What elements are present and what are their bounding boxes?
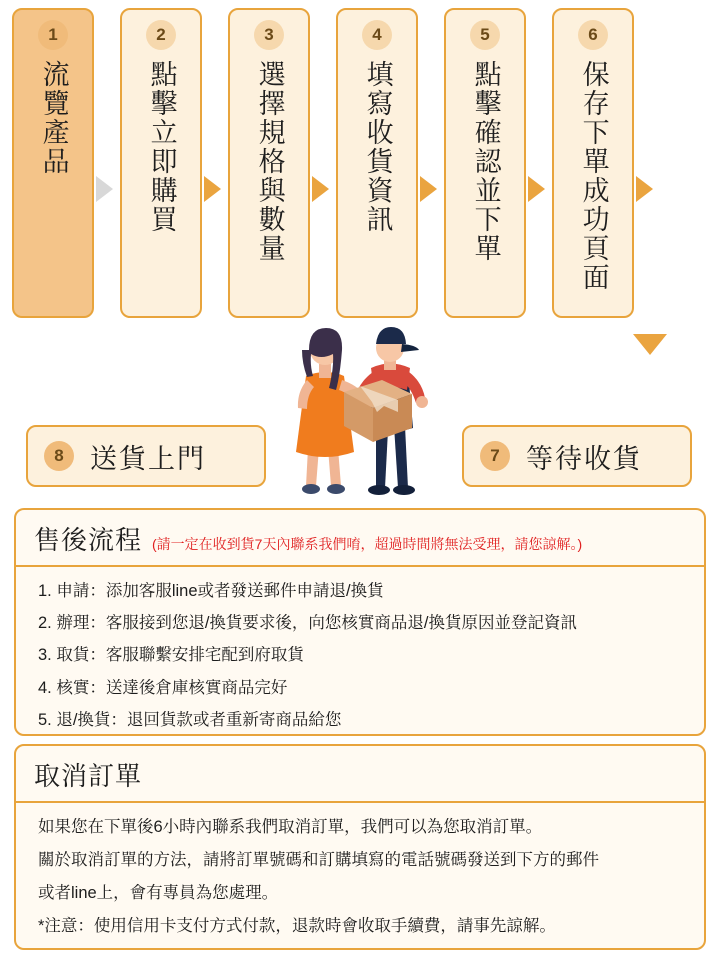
- step-3-number: 3: [254, 20, 284, 50]
- cancel-order-title: 取消訂單: [34, 761, 143, 791]
- step-5: [444, 8, 526, 318]
- step-6: [552, 8, 634, 318]
- delivery-step-8-number: 8: [44, 441, 74, 471]
- cancel-order-panel: [14, 744, 706, 950]
- arrow-right-icon-5: [528, 176, 550, 202]
- step-2-label: 點擊立即購買: [146, 60, 177, 234]
- list-item: 1. 申請：添加客服line或者發送郵件申請退/換貨: [38, 582, 384, 600]
- arrow-right-icon-1: [96, 176, 118, 202]
- paragraph: 或者line上，會有專員為您處理。: [38, 884, 279, 902]
- delivery-step-7: [462, 425, 692, 487]
- delivery-step-7-number: 7: [480, 441, 510, 471]
- step-1-label: 流覽產品: [38, 60, 69, 176]
- after-sales-note: (請一定在收到貨7天內聯系我們唷，超過時間將無法受理，請您諒解。): [152, 536, 583, 552]
- step-4-label: 填寫收貨資訊: [362, 60, 393, 234]
- arrow-right-icon-3: [312, 176, 334, 202]
- step-6-label: 保存下單成功頁面: [578, 60, 609, 292]
- after-sales-list: [16, 567, 704, 744]
- delivery-illustration: [272, 318, 462, 503]
- order-flow-steps: [12, 8, 712, 328]
- cancel-order-header: [16, 746, 704, 797]
- step-1: [12, 8, 94, 318]
- delivery-step-8-label: 送貨上門: [90, 443, 206, 474]
- after-sales-header: [16, 510, 704, 561]
- delivery-step-8: [26, 425, 266, 487]
- step-3: [228, 8, 310, 318]
- arrow-right-icon-4: [420, 176, 442, 202]
- step-5-number: 5: [470, 20, 500, 50]
- after-sales-panel: [14, 508, 706, 736]
- cancel-order-body: [16, 803, 704, 951]
- step-2-number: 2: [146, 20, 176, 50]
- paragraph: *注意：使用信用卡支付方式付款，退款時會收取手續費，請事先諒解。: [38, 917, 556, 935]
- step-5-label: 點擊確認並下單: [470, 60, 501, 263]
- list-item: 2. 辦理：客服接到您退/換貨要求後，向您核實商品退/換貨原因並登記資訊: [38, 614, 578, 633]
- step-3-label: 選擇規格與數量: [254, 60, 285, 263]
- list-item: 4. 核實：送達後倉庫核實商品完好: [38, 678, 288, 697]
- step-1-number: 1: [38, 20, 68, 50]
- step-6-number: 6: [578, 20, 608, 50]
- list-item: 3. 取貨：客服聯繫安排宅配到府取貨: [38, 646, 304, 665]
- arrow-right-icon-2: [204, 176, 226, 202]
- step-4-number: 4: [362, 20, 392, 50]
- after-sales-title: 售後流程: [34, 525, 143, 555]
- list-item: 5. 退/換貨：退回貨款或者重新寄商品給您: [38, 710, 342, 729]
- arrow-down-icon: [633, 334, 667, 355]
- delivery-step-7-label: 等待收貨: [526, 443, 642, 474]
- step-2: [120, 8, 202, 318]
- paragraph: 關於取消訂單的方法，請將訂單號碼和訂購填寫的電話號碼發送到下方的郵件: [38, 851, 599, 869]
- arrow-right-icon-6: [636, 176, 658, 202]
- paragraph: 如果您在下單後6小時內聯系我們取消訂單，我們可以為您取消訂單。: [38, 818, 543, 836]
- step-4: [336, 8, 418, 318]
